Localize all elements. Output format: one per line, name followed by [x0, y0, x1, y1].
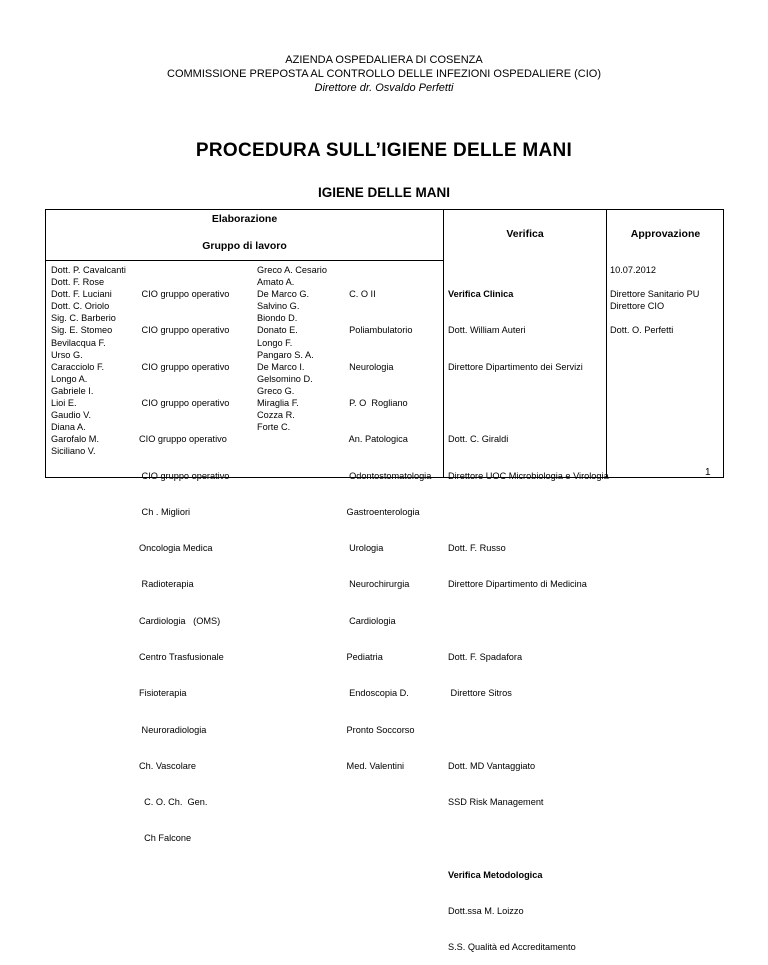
verifier-name: Dott. C. Giraldi: [448, 434, 509, 445]
member-unit: Ch . Migliori: [139, 506, 191, 517]
verifier-role: S.S. Qualità ed Accreditamento: [448, 942, 576, 953]
member-unit: Centro Trasfusionale: [139, 652, 224, 662]
heading-approvazione: Approvazione: [630, 228, 701, 240]
member-unit: CIO gruppo operativo: [139, 398, 230, 409]
member-name: Siciliano V.: [51, 446, 96, 457]
member-unit: Endoscopia D.: [344, 688, 409, 699]
member-unit: CIO gruppo operativo: [139, 361, 230, 372]
header-row-divider: [45, 260, 444, 261]
verifier-role: Direttore UOC Microbiologia e Virologia: [448, 470, 609, 481]
member-unit: Neuroradiologia: [139, 724, 207, 735]
member-unit: Oncologia Medica: [139, 543, 213, 554]
header-company: AZIENDA OSPEDALIERA DI COSENZA: [285, 54, 483, 66]
member-name: Greco A. Cesario: [257, 265, 327, 275]
member-unit: C. O II: [344, 289, 376, 300]
member-name: Cozza R.: [257, 410, 295, 421]
member-name: Greco G.: [257, 385, 295, 396]
member-unit: Pediatria: [344, 652, 383, 662]
member-name: Forte C.: [257, 422, 291, 433]
member-name: Pangaro S. A.: [257, 349, 314, 360]
header-director: Direttore dr. Osvaldo Perfetti: [314, 82, 454, 94]
member-unit: Cardiologia (OMS): [139, 615, 221, 626]
document-subtitle: IGIENE DELLE MANI: [317, 185, 450, 200]
member-name: Donato E.: [257, 325, 298, 336]
approval-date: 10.07.2012: [610, 265, 656, 275]
heading-gruppo-lavoro: Gruppo di lavoro: [202, 240, 287, 252]
verifica-metodologica-heading: Verifica Metodologica: [448, 869, 543, 880]
member-name: Longo A.: [51, 373, 88, 384]
verifier-role: Direttore Sitros: [448, 688, 512, 699]
member-name: Gabriele I.: [51, 385, 94, 396]
spacer: [610, 276, 699, 288]
members-column: [51, 264, 126, 458]
approver-role: Direttore Sanitario PU: [610, 289, 700, 300]
document-title: PROCEDURA SULL’IGIENE DELLE MANI: [195, 140, 573, 161]
spacer: [448, 615, 609, 627]
heading-elaborazione: Elaborazione: [211, 213, 278, 225]
member-unit: CIO gruppo operativo: [139, 325, 230, 336]
member-unit: Neurologia: [344, 361, 394, 372]
member-unit: CIO gruppo operativo: [139, 470, 230, 481]
approver-role: Direttore CIO: [610, 301, 665, 312]
member-name: Amato A.: [257, 277, 295, 288]
member-name: Dott. F. Rose: [51, 277, 105, 288]
member-name: Dott. F. Luciani: [51, 289, 112, 300]
verifica-column: [448, 264, 609, 965]
member-name: Biondo D.: [257, 313, 298, 324]
member-unit: Pronto Soccorso: [344, 724, 415, 735]
member-name: Bevilacqua F.: [51, 337, 106, 348]
verifier-role: Direttore Dipartimento dei Servizi: [448, 361, 583, 372]
member-name: De Marco G.: [257, 289, 310, 300]
member-unit: CIO gruppo operativo: [139, 434, 227, 445]
member-name: Sig. C. Barberio: [51, 313, 116, 324]
member-unit: Neurochirurgia: [344, 579, 410, 590]
spacer: [448, 832, 609, 844]
verifica-clinica-heading: Verifica Clinica: [448, 289, 514, 300]
member-name: Longo F.: [257, 337, 293, 348]
member-name: Caracciolo F.: [51, 361, 105, 372]
approver-name: Dott. O. Perfetti: [610, 325, 674, 336]
units-column: [139, 264, 229, 857]
member-unit: Odontostomatologia: [344, 470, 432, 481]
verifier-name: Dott. William Auteri: [448, 325, 526, 336]
spacer: [448, 506, 609, 518]
member-name: Gaudio V.: [51, 410, 92, 421]
member-name: Miraglia F.: [257, 398, 299, 409]
verifier-role: SSD Risk Management: [448, 797, 544, 808]
verifier-role: Direttore Dipartimento di Medicina: [448, 579, 587, 590]
member-unit: Fisioterapia: [139, 688, 187, 699]
spacer: [610, 312, 699, 324]
approvazione-column: [610, 264, 699, 337]
member-unit: Ch. Vascolare: [139, 760, 197, 771]
member-name: De Marco I.: [257, 361, 305, 372]
verifier-name: Dott. MD Vantaggiato: [448, 760, 536, 771]
member-unit: Poliambulatorio: [344, 325, 413, 336]
member-name: Gelsomino D.: [257, 373, 313, 384]
member-unit: Urologia: [344, 543, 384, 554]
member-name: Lioi E.: [51, 398, 77, 409]
member-unit: C. O. Ch. Gen.: [139, 797, 208, 808]
member-unit: Ch Falcone: [139, 833, 192, 844]
heading-verifica: Verifica: [506, 228, 544, 240]
page-number: 1: [705, 467, 711, 478]
member-name: Salvino G.: [257, 301, 300, 312]
units-column-2: [344, 264, 431, 784]
member-unit: CIO gruppo operativo: [139, 289, 230, 300]
member-name: Dott. C. Oriolo: [51, 301, 110, 312]
member-unit: Cardiologia: [344, 615, 396, 626]
header-commission: COMMISSIONE PREPOSTA AL CONTROLLO DELLE INFEZIONI OSPEDALIERE (CIO): [167, 68, 601, 80]
verifier-name: Dott. F. Spadafora: [448, 652, 523, 662]
member-name: Dott. P. Cavalcanti: [51, 265, 126, 275]
member-name: Sig. E. Stomeo: [51, 325, 113, 336]
member-name: Urso G.: [51, 349, 83, 360]
verifier-name: Dott. F. Russo: [448, 543, 506, 554]
spacer: [448, 724, 609, 736]
spacer: [448, 397, 609, 409]
members-column-2: [257, 264, 327, 433]
verifier-name: Dott.ssa M. Loizzo: [448, 905, 524, 916]
member-unit: P. O Rogliano: [344, 398, 408, 409]
member-unit: Gastroenterologia: [344, 506, 420, 517]
member-unit: Radioterapia: [139, 579, 194, 590]
member-name: Garofalo M.: [51, 434, 99, 445]
member-unit: An. Patologica: [344, 434, 408, 445]
member-unit: Med. Valentini: [344, 760, 405, 771]
member-name: Diana A.: [51, 422, 86, 433]
